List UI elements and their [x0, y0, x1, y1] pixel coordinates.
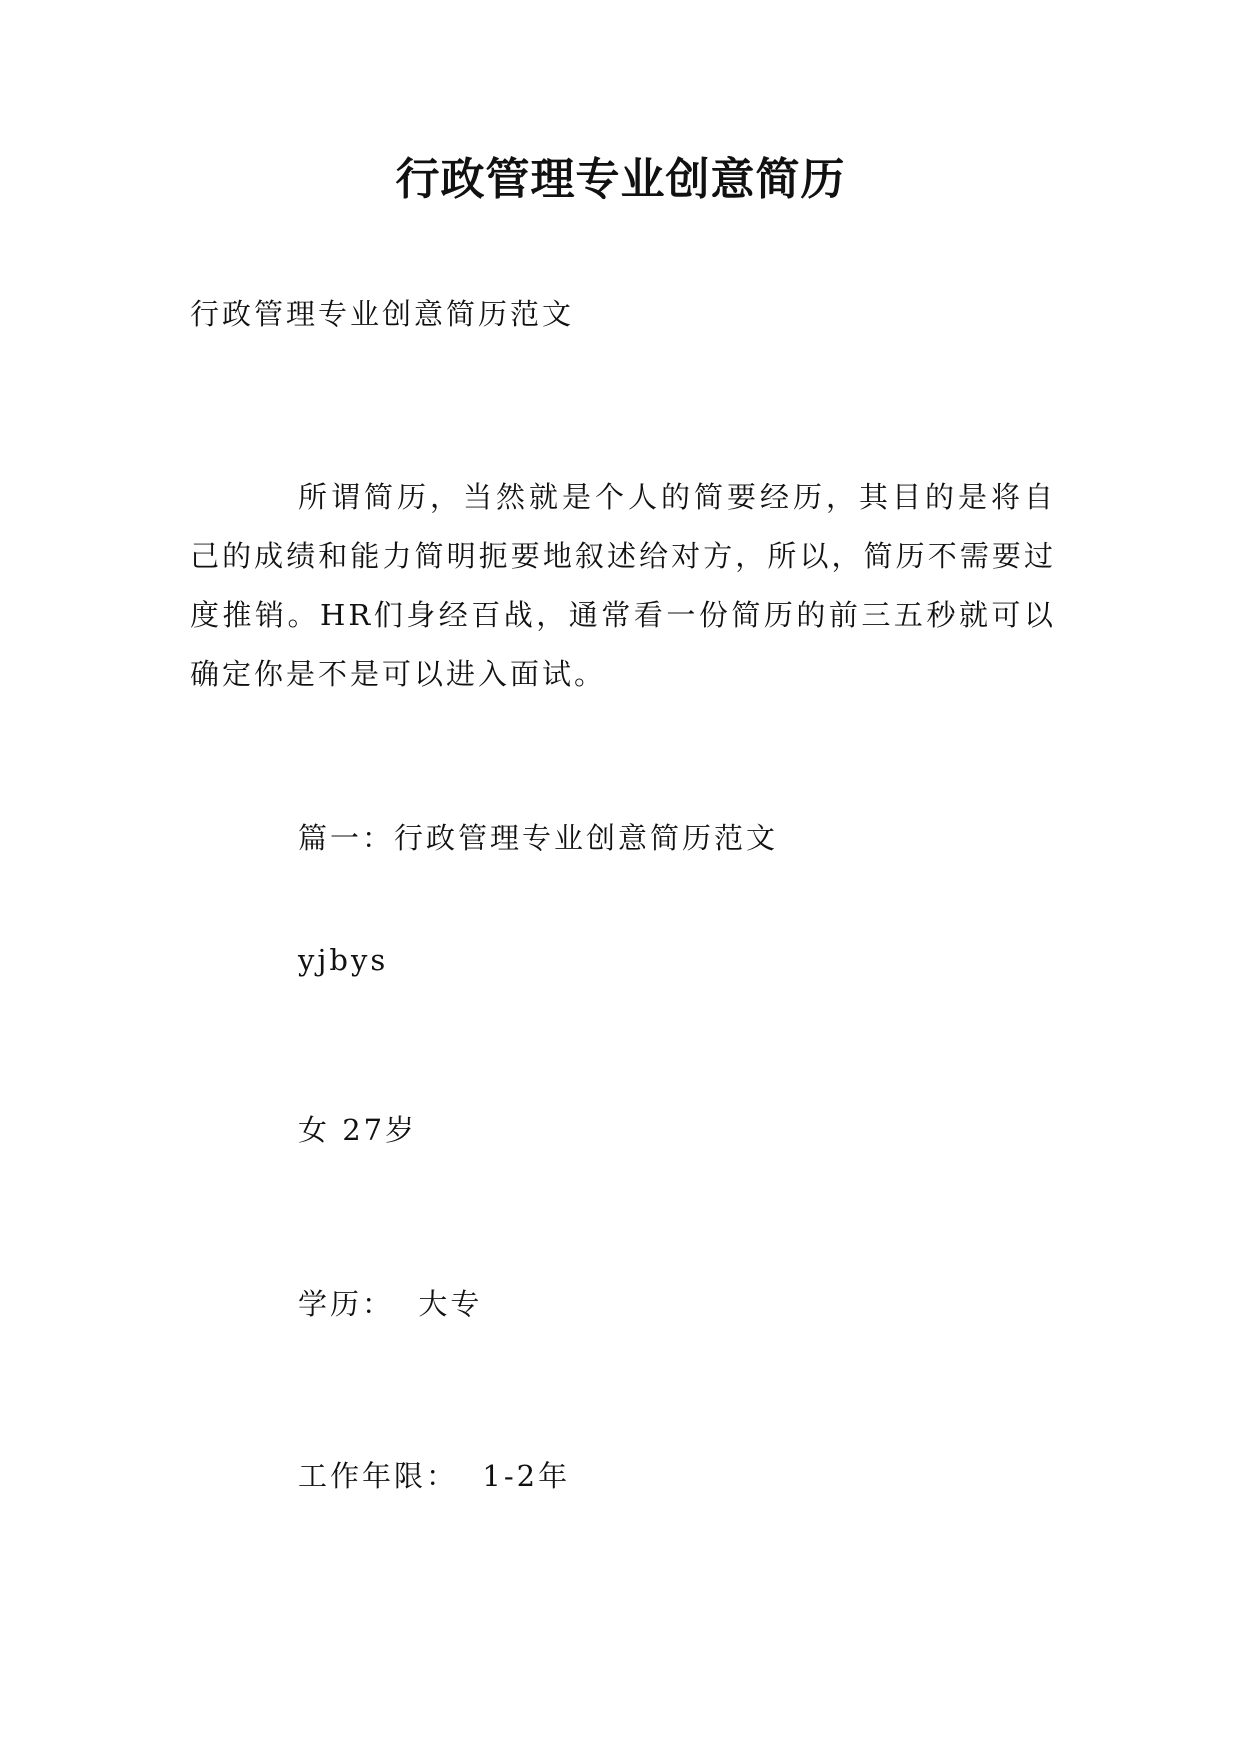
- work-years-field: 工作年限： 1-2年: [298, 1459, 571, 1493]
- document-subtitle: 行政管理专业创意简历范文: [190, 297, 575, 331]
- document-title: 行政管理专业创意简历: [395, 154, 846, 205]
- intro-paragraph: 所谓简历，当然就是个人的简要经历，其目的是将自己的成绩和能力简明扼要地叙述给对方，所以，简历不需要过度推销。HR们身经百战，通常看一份简历的前三五秒就可以确定你是不是可以进入面试。: [190, 480, 1056, 691]
- gender-age-field: 女 27岁: [298, 1113, 418, 1147]
- section-heading: 篇一：行政管理专业创意简历范文: [298, 821, 779, 855]
- name-field: yjbys: [298, 943, 389, 977]
- education-field: 学历： 大专: [298, 1287, 483, 1321]
